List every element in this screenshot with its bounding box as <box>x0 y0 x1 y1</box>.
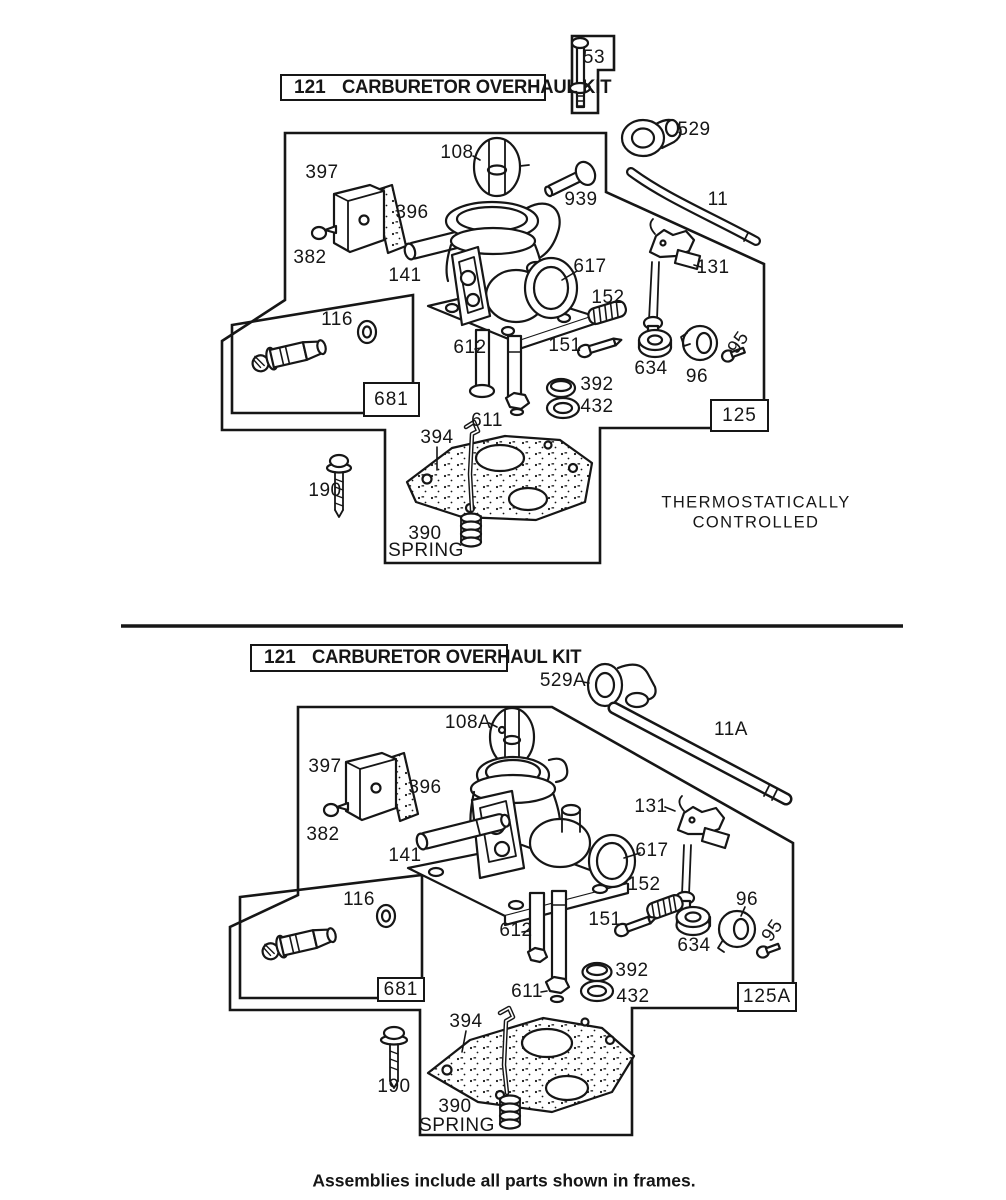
bottom-part-label-152: 152 <box>627 874 661 895</box>
bottom-part-label-612: 612 <box>499 920 533 941</box>
top-part-label-141: 141 <box>388 265 422 286</box>
bottom-part-label-131: 131 <box>634 796 668 817</box>
top-part-label-396: 396 <box>395 202 429 223</box>
top-part-label-529: 529 <box>677 119 711 140</box>
top-part-label-53: 53 <box>582 47 606 68</box>
top-part-label-394: 394 <box>420 427 454 448</box>
top-part-label-96: 96 <box>685 366 709 387</box>
top-part-label-116: 116 <box>321 309 353 330</box>
bottom-part-label-390: 390 <box>438 1096 472 1117</box>
bottom-part-label-394: 394 <box>449 1011 483 1032</box>
bottom-part-label-141: 141 <box>388 845 422 866</box>
bottom-part-label-634: 634 <box>677 935 711 956</box>
bottom-part-label-529a: 529A <box>539 670 587 691</box>
top-part-label-392: 392 <box>580 374 614 395</box>
bottom-part-label-432: 432 <box>616 986 650 1007</box>
top-part-label-939: 939 <box>564 189 598 210</box>
top-part-label-382: 382 <box>293 247 327 268</box>
top-part-label-spring: SPRING <box>388 540 464 561</box>
top-part-label-617: 617 <box>573 256 607 277</box>
kit-header-bottom <box>250 644 581 672</box>
kit-number-top: 121 <box>294 76 326 98</box>
top-part-label-432: 432 <box>580 396 614 417</box>
top-part-label-152: 152 <box>591 287 625 308</box>
top-assembly-tag-125: 125 <box>710 399 769 432</box>
bottom-part-label-spring: SPRING <box>419 1115 495 1136</box>
top-part-label-611: 611 <box>471 410 503 431</box>
bottom-part-label-151: 151 <box>588 909 622 930</box>
bottom-part-label-108a: 108A <box>444 712 492 733</box>
kit-header-top <box>280 74 611 101</box>
top-part-label-390: 390 <box>408 523 442 544</box>
top-assembly-tag-681: 681 <box>363 382 420 417</box>
bottom-assembly-tag-681: 681 <box>377 977 425 1002</box>
kit-number-bottom: 121 <box>264 647 296 668</box>
top-part-label-612: 612 <box>453 337 487 358</box>
top-part-label-397: 397 <box>305 162 339 183</box>
bottom-part-label-617: 617 <box>635 840 669 861</box>
bottom-assembly-tag-125a: 125A <box>737 982 797 1012</box>
bottom-part-label-95: 95 <box>757 915 788 946</box>
thermostatic-note-line-2: CONTROLLED <box>692 513 820 532</box>
bottom-part-label-396: 396 <box>408 777 442 798</box>
top-part-label-151: 151 <box>548 335 582 356</box>
bottom-part-label-397: 397 <box>308 756 342 777</box>
bottom-part-label-96: 96 <box>735 889 759 910</box>
bottom-part-label-382: 382 <box>306 824 340 845</box>
frames-caption: Assemblies include all parts shown in frames. <box>312 1170 696 1191</box>
top-part-label-108: 108 <box>440 142 474 163</box>
kit-title-bottom: CARBURETOR OVERHAUL KIT <box>311 647 581 668</box>
bottom-part-label-11a: 11A <box>714 719 748 740</box>
top-part-label-190: 190 <box>308 480 342 501</box>
bottom-part-label-116: 116 <box>343 889 375 910</box>
top-part-label-11: 11 <box>707 189 729 210</box>
top-part-label-95: 95 <box>723 327 754 358</box>
bottom-part-label-392: 392 <box>615 960 649 981</box>
bottom-part-label-190: 190 <box>377 1076 411 1097</box>
thermostatic-note-line-1: THERMOSTATICALLY <box>661 493 851 512</box>
bottom-part-label-611: 611 <box>511 981 543 1002</box>
top-part-label-634: 634 <box>634 358 668 379</box>
kit-title-top: CARBURETOR OVERHAUL KIT <box>341 76 611 98</box>
top-part-label-131: 131 <box>696 257 730 278</box>
